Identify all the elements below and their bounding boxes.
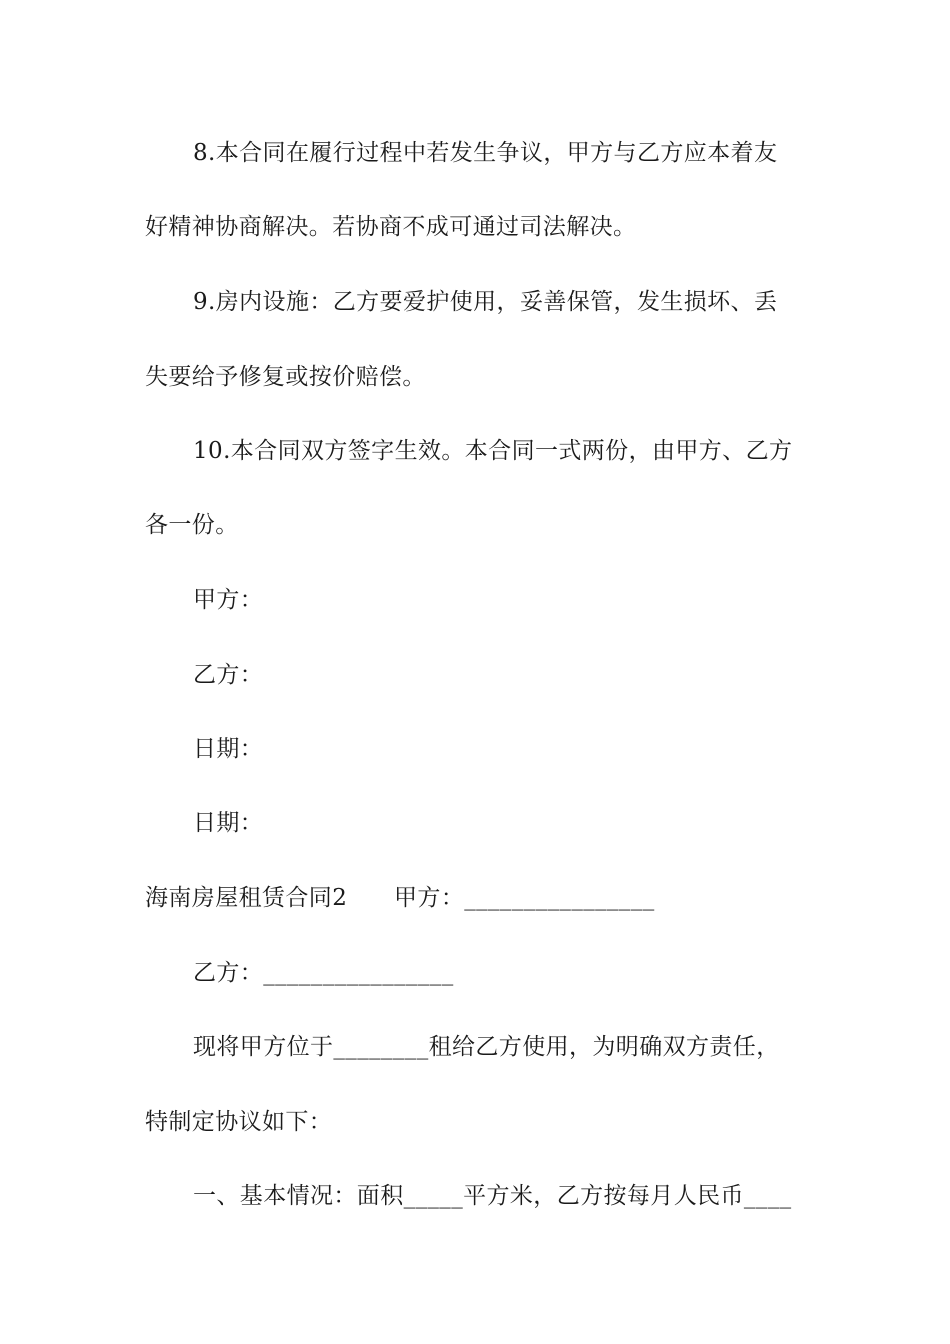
clause-10-line-1: 10.本合同双方签字生效。本合同一式两份，由甲方、乙方 bbox=[193, 438, 793, 464]
date-label-1: 日期： bbox=[193, 736, 264, 762]
contract-2-party-b: 乙方：________________ bbox=[193, 960, 454, 986]
date-label-2: 日期： bbox=[193, 810, 264, 836]
party-a-signature-label: 甲方： bbox=[193, 587, 264, 613]
clause-10-line-2: 各一份。 bbox=[145, 512, 239, 538]
clause-8-line-2: 好精神协商解决。若协商不成可通过司法解决。 bbox=[145, 214, 637, 240]
clause-9-line-1: 9.房内设施：乙方要爱护使用，妥善保管，发生损坏、丢 bbox=[193, 289, 778, 315]
basic-info-line: 一、基本情况：面积_____平方米，乙方按每月人民币____ bbox=[193, 1183, 792, 1209]
contract-2-heading: 海南房屋租赁合同2 甲方：________________ bbox=[145, 885, 655, 911]
clause-9-line-2: 失要给予修复或按价赔偿。 bbox=[145, 364, 426, 390]
party-b-signature-label: 乙方： bbox=[193, 662, 264, 688]
clause-8-line-1: 8.本合同在履行过程中若发生争议，甲方与乙方应本着友 bbox=[193, 140, 778, 166]
contract-2-intro-line-2: 特制定协议如下： bbox=[145, 1109, 333, 1135]
contract-2-intro-line-1: 现将甲方位于________租给乙方使用，为明确双方责任， bbox=[193, 1034, 780, 1060]
